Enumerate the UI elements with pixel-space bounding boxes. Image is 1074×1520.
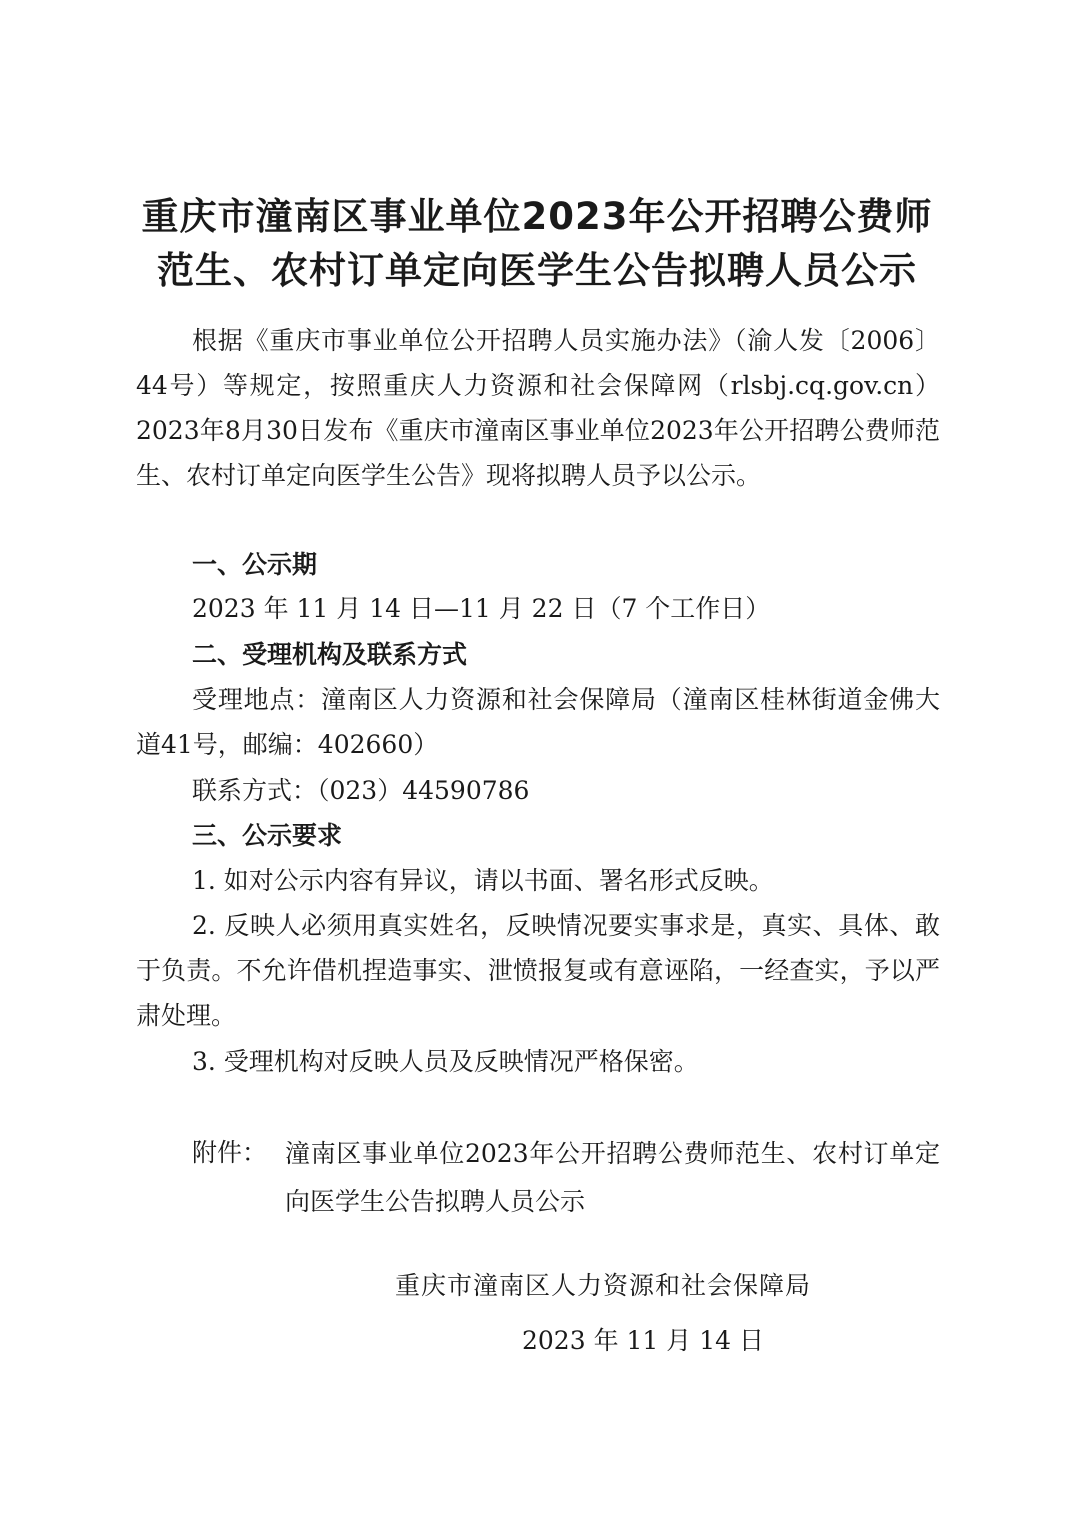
section-1-heading: 一、公示期 <box>192 550 318 579</box>
section-2-address: 受理地点：潼南区人力资源和社会保障局（潼南区桂林街道金佛大道41号，邮编：402660） <box>136 685 940 759</box>
document-title <box>130 190 944 298</box>
section-2-heading: 二、受理机构及联系方式 <box>192 640 468 669</box>
attachment-label: 附件： <box>192 1138 268 1167</box>
intro-paragraph <box>136 318 940 498</box>
section-3-item-2: 2. 反映人必须用真实姓名，反映情况要实事求是，真实、具体、敢于负责。不允许借机捏造事实、泄愤报复或有意诬陷，一经查实，予以严肃处理。 <box>136 911 940 1030</box>
intro-text: 根据《重庆市事业单位公开招聘人员实施办法》（渝人发〔2006〕44号）等规定，按照重庆人力资源和社会保障网（rlsbj.cq.gov.cn）2023年8月30日发布《重庆市潼南区事业单位2023年公开招聘公费师范生、农村订单定向医学生公告》现将拟聘人员予以公示。 <box>136 326 940 490</box>
section-3-heading: 三、公示要求 <box>192 821 343 850</box>
section-3-item-1: 1. 如对公示内容有异议，请以书面、署名形式反映。 <box>192 866 774 895</box>
title-line-1: 重庆市潼南区事业单位2023年公开招聘公费师 <box>141 195 933 238</box>
section-1-text: 2023 年 11 月 14 日—11 月 22 日（7 个工作日） <box>192 594 771 623</box>
signature-date: 2023 年 11 月 14 日 <box>522 1326 764 1355</box>
title-line-2: 范生、农村订单定向医学生公告拟聘人员公示 <box>157 249 917 292</box>
section-3-item-3: 3. 受理机构对反映人员及反映情况严格保密。 <box>192 1047 699 1076</box>
section-3-item-2-block <box>136 903 940 1038</box>
section-2-address-block <box>136 677 940 767</box>
section-2-contact: 联系方式：（023）44590786 <box>192 776 530 805</box>
signature-organization: 重庆市潼南区人力资源和社会保障局 <box>395 1271 812 1300</box>
attachment-text: 潼南区事业单位2023年公开招聘公费师范生、农村订单定向医学生公告拟聘人员公示 <box>285 1139 940 1216</box>
